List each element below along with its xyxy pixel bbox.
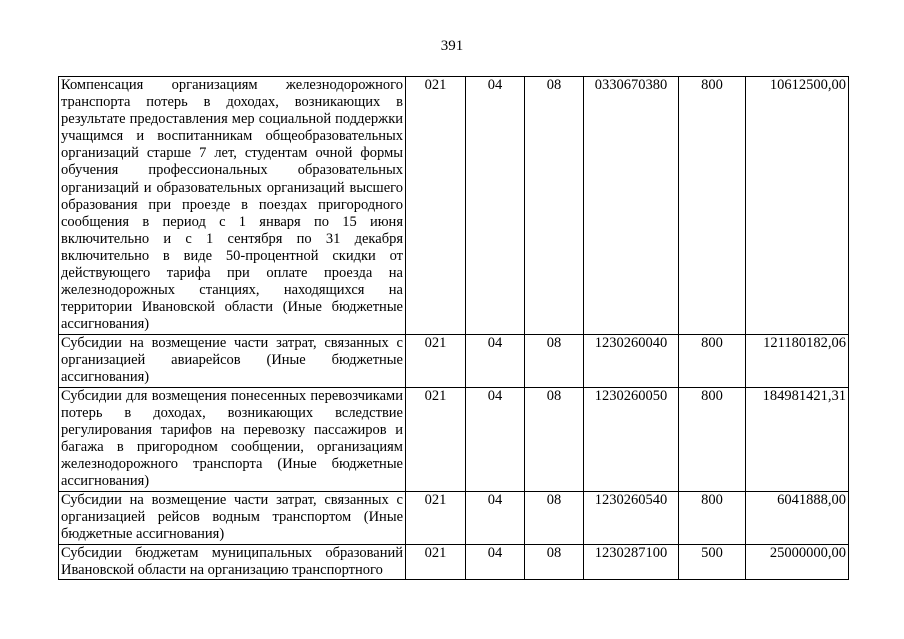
row-expense-type-code: 800 <box>679 492 746 545</box>
table-row <box>59 77 849 335</box>
row-subsection-code: 08 <box>525 545 584 580</box>
row-section-code: 04 <box>466 545 525 580</box>
table-row <box>59 492 849 545</box>
row-amount: 121180182,06 <box>746 335 849 388</box>
row-expense-type-code: 800 <box>679 388 746 492</box>
row-grbs-code: 021 <box>406 77 466 335</box>
row-target-article-code: 1230287100 <box>584 545 679 580</box>
row-expense-type-code: 800 <box>679 77 746 335</box>
budget-table <box>58 76 849 580</box>
row-description: Компенсация организациям железнодорожного транспорта потерь в доходах, возникающих в результате предоставления мер социальной поддержки учащимся и воспитанникам общеобразовательных организаций старше 7 лет, студентам очной формы обучения профессиональных образовательных организаций и образовательных организаций высшего образования при проезде в поездах пригородного сообщения в период с 1 января по 15 июня включительно и с 1 сентября по 31 декабря включительно в виде 50-процентной скидки от действующего тарифа при оплате проезда на железнодорожных станциях, находящихся на территории Ивановской области (Иные бюджетные ассигнования) <box>59 77 406 335</box>
row-expense-type-code: 800 <box>679 335 746 388</box>
table-row <box>59 545 849 580</box>
row-subsection-code: 08 <box>525 388 584 492</box>
row-section-code: 04 <box>466 388 525 492</box>
row-target-article-code: 1230260050 <box>584 388 679 492</box>
row-target-article-code: 0330670380 <box>584 77 679 335</box>
row-amount: 10612500,00 <box>746 77 849 335</box>
row-section-code: 04 <box>466 77 525 335</box>
row-amount: 25000000,00 <box>746 545 849 580</box>
table-row <box>59 388 849 492</box>
row-description: Субсидии для возмещения понесенных перевозчиками потерь в доходах, возникающих вследствие регулирования тарифов на перевозку пассажиров и багажа в пригородном сообщении, организациям железнодорожного транспорта (Иные бюджетные ассигнования) <box>59 388 406 492</box>
table-row <box>59 335 849 388</box>
row-description: Субсидии на возмещение части затрат, связанных с организацией рейсов водным транспортом (Иные бюджетные ассигнования) <box>59 492 406 545</box>
row-description: Субсидии на возмещение части затрат, связанных с организацией авиарейсов (Иные бюджетные ассигнования) <box>59 335 406 388</box>
row-subsection-code: 08 <box>525 492 584 545</box>
row-expense-type-code: 500 <box>679 545 746 580</box>
row-grbs-code: 021 <box>406 492 466 545</box>
row-subsection-code: 08 <box>525 335 584 388</box>
row-amount: 184981421,31 <box>746 388 849 492</box>
row-grbs-code: 021 <box>406 388 466 492</box>
row-grbs-code: 021 <box>406 545 466 580</box>
row-description: Субсидии бюджетам муниципальных образований Ивановской области на организацию транспортного <box>59 545 406 580</box>
page-number: 391 <box>440 38 464 54</box>
row-target-article-code: 1230260040 <box>584 335 679 388</box>
row-target-article-code: 1230260540 <box>584 492 679 545</box>
row-amount: 6041888,00 <box>746 492 849 545</box>
row-subsection-code: 08 <box>525 77 584 335</box>
row-grbs-code: 021 <box>406 335 466 388</box>
row-section-code: 04 <box>466 335 525 388</box>
row-section-code: 04 <box>466 492 525 545</box>
